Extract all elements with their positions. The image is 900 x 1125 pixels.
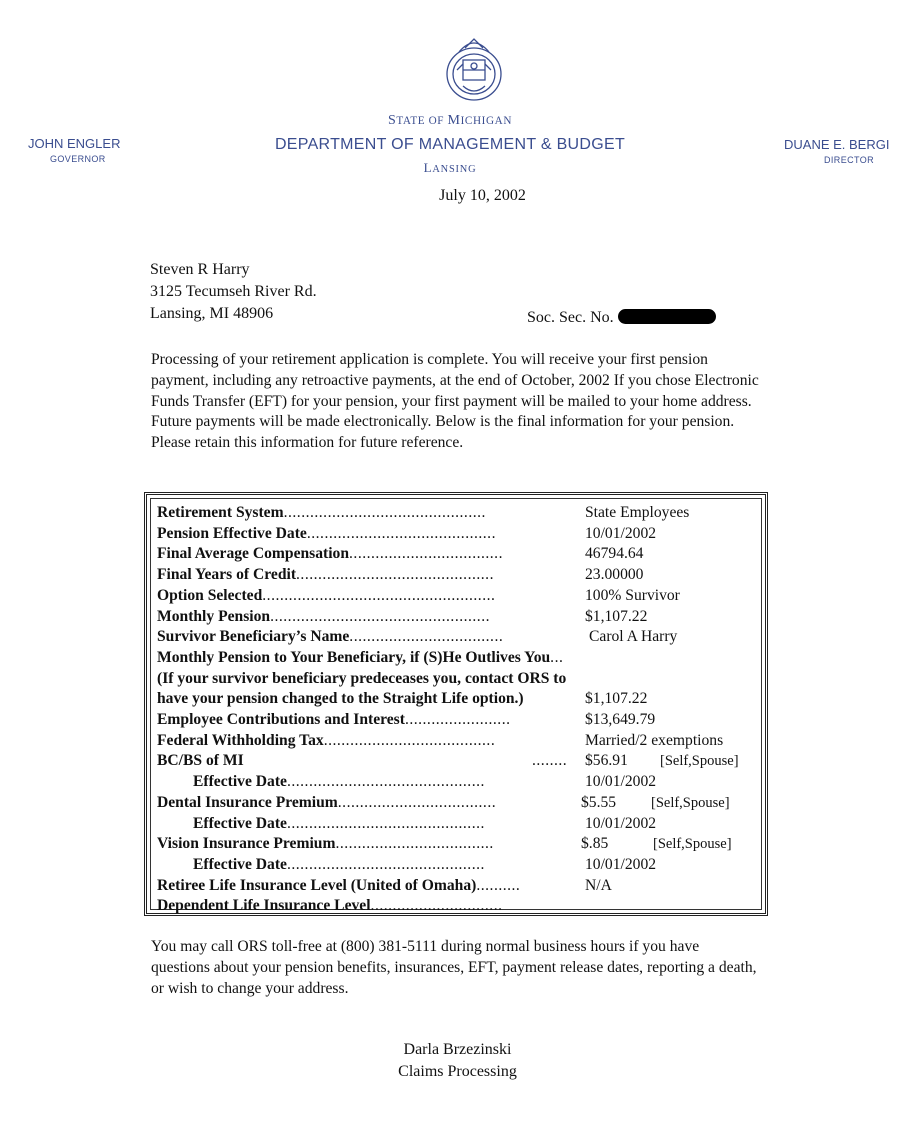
pension-row-leader: .............................. bbox=[370, 897, 503, 915]
pension-row-label: have your pension changed to the Straight Life option.) bbox=[157, 690, 524, 708]
pension-row-value: $1,107.22 bbox=[585, 690, 648, 708]
pension-row-leader: .................................................. bbox=[270, 607, 490, 625]
pension-row bbox=[157, 586, 680, 607]
pension-row-value: N/A bbox=[585, 876, 612, 894]
pension-row-value: Carol A Harry bbox=[589, 628, 678, 646]
pension-row-label: (If your survivor beneficiary predeceases you, contact ORS to bbox=[157, 669, 567, 687]
pension-row bbox=[157, 545, 644, 565]
pension-row-label: Final Average Compensation bbox=[157, 545, 350, 563]
pension-row bbox=[193, 814, 657, 835]
pension-row bbox=[157, 670, 566, 690]
pension-row-label: Effective Date bbox=[193, 855, 287, 873]
pension-row bbox=[157, 876, 612, 897]
pension-row-label: Effective Date bbox=[193, 814, 287, 832]
director-title: DIRECTOR bbox=[824, 155, 875, 165]
redaction-mark bbox=[618, 309, 716, 324]
recipient-street: 3125 Tecumseh River Rd. bbox=[150, 283, 317, 300]
pension-row-label: Option Selected bbox=[157, 586, 263, 604]
pension-row-label: Pension Effective Date bbox=[157, 524, 307, 542]
recipient-name: Steven R Harry bbox=[150, 261, 250, 278]
pension-row bbox=[193, 773, 657, 793]
pension-row-label: Dependent Life Insurance Level bbox=[157, 897, 371, 915]
recipient-city: Lansing, MI 48906 bbox=[150, 305, 274, 322]
governor-name: JOHN ENGLER bbox=[28, 136, 121, 151]
pension-row-label: Retiree Life Insurance Level (United of Omaha) bbox=[157, 876, 477, 894]
pension-row-leader: ........ bbox=[532, 752, 568, 770]
pension-row-value: 100% Survivor bbox=[585, 586, 680, 604]
pension-row bbox=[157, 607, 648, 628]
pension-row-value: $13,649.79 bbox=[585, 711, 656, 728]
pension-row-leader: ....................................... bbox=[323, 731, 496, 749]
ssn-line bbox=[527, 309, 716, 327]
recipient-address bbox=[150, 259, 317, 325]
state-name: STATE OF MICHIGAN bbox=[387, 113, 513, 128]
pension-row-label: Employee Contributions and Interest bbox=[157, 711, 405, 728]
pension-row-leader: ... bbox=[550, 648, 564, 666]
pension-details-box bbox=[144, 492, 768, 916]
michigan-state-seal-icon bbox=[443, 30, 505, 102]
pension-row-value: 10/01/2002 bbox=[585, 773, 657, 791]
pension-row-value: $.85 bbox=[581, 835, 609, 853]
pension-row-leader: ........................ bbox=[404, 711, 511, 728]
pension-row bbox=[157, 793, 730, 814]
signature-block bbox=[0, 1039, 900, 1083]
pension-row-leader: ........................................... bbox=[306, 524, 496, 542]
pension-row-label: Final Years of Credit bbox=[157, 566, 297, 584]
pension-row-leader: .................................... bbox=[335, 835, 494, 853]
pension-row bbox=[157, 711, 656, 731]
coverage-note: [Self,Spouse] bbox=[660, 753, 739, 770]
signer-name: Darla Brzezinski bbox=[403, 1041, 512, 1058]
pension-row-value: State Employees bbox=[585, 504, 690, 521]
pension-row-value: Married/2 exemptions bbox=[585, 731, 724, 749]
pension-row-leader: .......... bbox=[476, 876, 521, 894]
pension-row-leader: ................................... bbox=[349, 545, 503, 563]
pension-row bbox=[157, 731, 724, 752]
governor-title: GOVERNOR bbox=[50, 154, 106, 164]
pension-row-value: 23.00000 bbox=[585, 566, 644, 584]
signer-title: Claims Processing bbox=[398, 1063, 517, 1080]
pension-row-label: Monthly Pension to Your Beneficiary, if (S)He Outlives You bbox=[157, 648, 551, 666]
pension-row bbox=[157, 504, 690, 524]
city-name: LANSING bbox=[423, 160, 477, 175]
pension-row-leader: .............................................. bbox=[283, 504, 486, 521]
pension-row-value: 10/01/2002 bbox=[585, 524, 657, 542]
pension-row-leader: ............................................. bbox=[296, 566, 494, 584]
pension-row bbox=[157, 628, 678, 648]
director-name: DUANE E. BERGI bbox=[784, 137, 890, 152]
pension-row bbox=[157, 566, 644, 586]
department-name: DEPARTMENT OF MANAGEMENT & BUDGET bbox=[274, 136, 626, 153]
pension-row-label: Survivor Beneficiary’s Name bbox=[157, 628, 350, 646]
closing-paragraph: You may call ORS toll-free at (800) 381-5111 during normal business hours if you have questions about your pension benefits, insurances, EFT, payment release dates, reporting a death, or wish to change your address. bbox=[151, 938, 757, 997]
pension-row-label: Dental Insurance Premium bbox=[157, 793, 338, 811]
pension-row bbox=[157, 690, 648, 710]
pension-row bbox=[157, 524, 657, 545]
pension-row-value: $5.55 bbox=[581, 793, 617, 811]
pension-row bbox=[157, 649, 563, 669]
pension-row-leader: ................................... bbox=[349, 628, 504, 646]
pension-row-label: Retirement System bbox=[157, 504, 284, 521]
pension-row-leader: ............................................. bbox=[286, 773, 485, 791]
pension-row-value: $56.91 bbox=[585, 752, 628, 770]
pension-row-value: 10/01/2002 bbox=[585, 814, 657, 832]
pension-row-leader: ............................................. bbox=[286, 814, 485, 832]
pension-row-value: 46794.64 bbox=[585, 545, 644, 563]
pension-row bbox=[157, 752, 739, 772]
pension-row-value: $1,107.22 bbox=[585, 607, 648, 625]
pension-row-label: Effective Date bbox=[193, 773, 287, 791]
pension-row bbox=[157, 835, 732, 855]
pension-row-leader: ............................................. bbox=[286, 855, 485, 873]
pension-row-label: Vision Insurance Premium bbox=[157, 835, 336, 853]
pension-row-leader: .................................... bbox=[337, 793, 497, 811]
pension-row-leader: ..................................................... bbox=[262, 586, 496, 604]
pension-row bbox=[157, 897, 503, 917]
pension-row bbox=[193, 855, 657, 876]
pension-row-value: 10/01/2002 bbox=[585, 855, 657, 873]
letter-date: July 10, 2002 bbox=[439, 187, 526, 204]
coverage-note: [Self,Spouse] bbox=[653, 836, 732, 853]
intro-paragraph: Processing of your retirement application is complete. You will receive your first pension payment, including any retroactive payments, at the end of October, 2002 If you chose Electronic Funds Transfer (EFT) for your pension, your first payment will be mailed to your home address. Future payments will be made electronically. Below is the final information for your pension. Please retain this information for future reference. bbox=[151, 351, 759, 452]
pension-row-label: Monthly Pension bbox=[157, 607, 271, 625]
pension-row-label: BC/BS of MI bbox=[157, 752, 244, 770]
coverage-note: [Self,Spouse] bbox=[651, 794, 730, 811]
ssn-label: Soc. Sec. No. bbox=[527, 309, 614, 326]
pension-row-label: Federal Withholding Tax bbox=[157, 731, 324, 749]
